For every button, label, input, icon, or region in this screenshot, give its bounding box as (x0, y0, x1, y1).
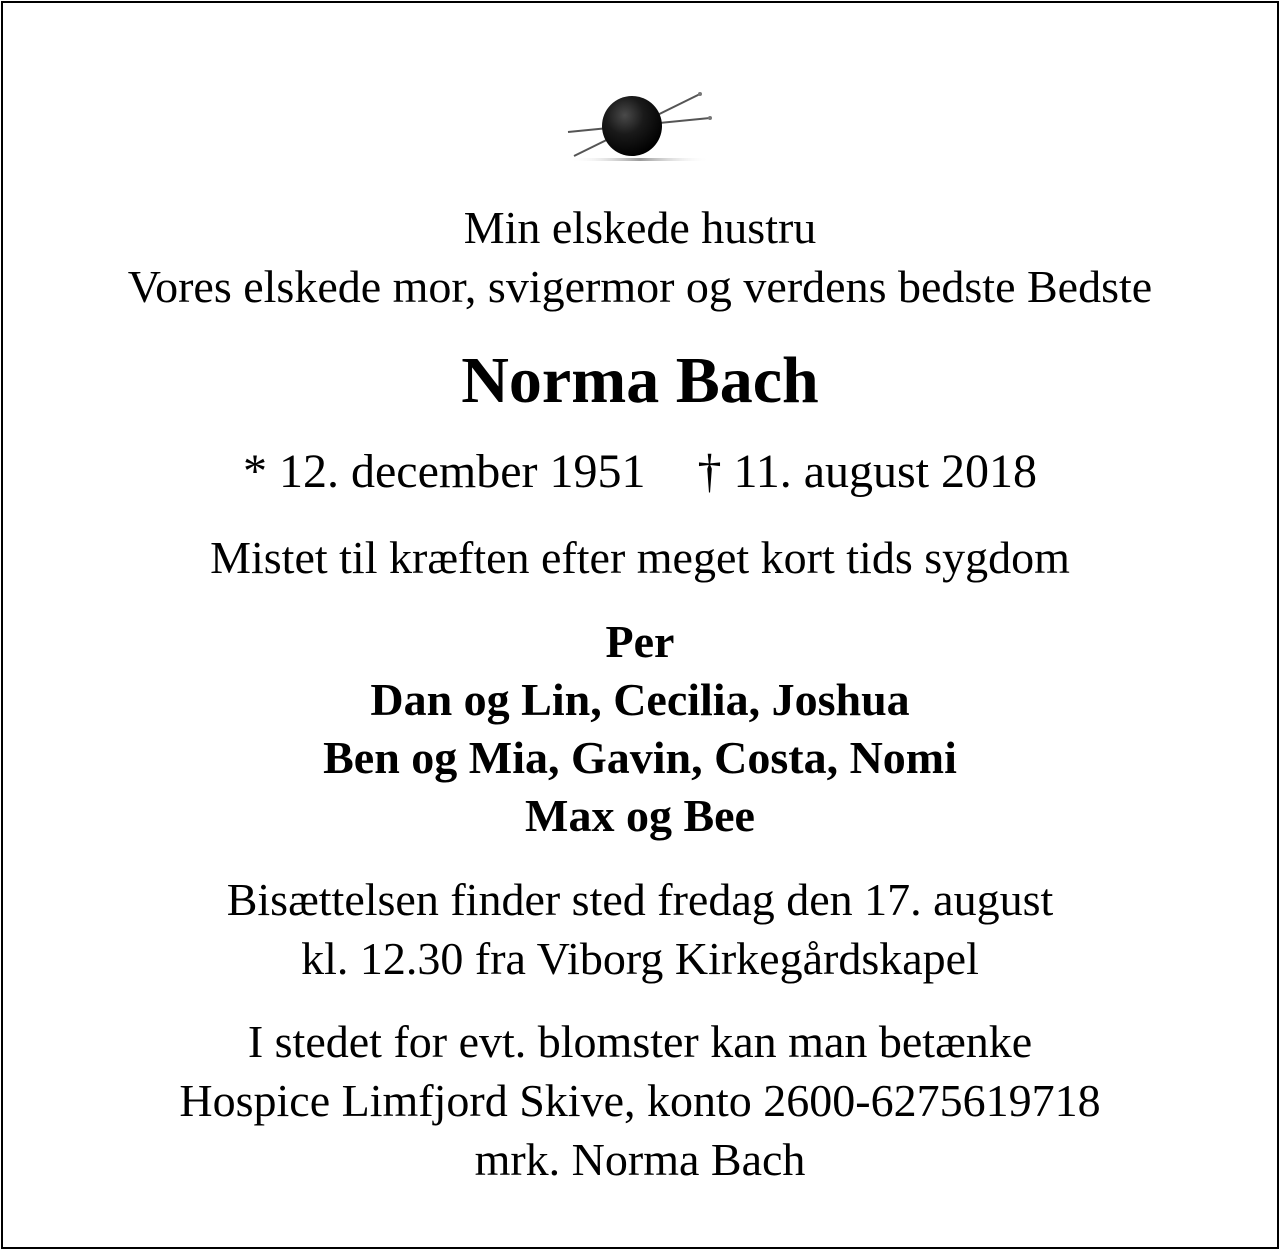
family-line-3: Ben og Mia, Gavin, Costa, Nomi (323, 732, 957, 783)
life-dates (0, 445, 1280, 498)
family-line-1: Per (605, 616, 675, 667)
funeral-line-2: kl. 12.30 fra Viborg Kirkegårdskapel (301, 933, 979, 984)
family-line-4: Max og Bee (525, 790, 755, 841)
death-date: 11. august 2018 (733, 445, 1038, 498)
intro-line-wife: Min elskede hustru (463, 202, 817, 253)
death-symbol: † (697, 445, 722, 498)
cause-line: Mistet til kræften efter meget kort tids sygdom (210, 532, 1070, 583)
donation-line-2: Hospice Limfjord Skive, konto 2600-6275619718 (179, 1075, 1101, 1126)
birth-date: 12. december 1951 (278, 445, 646, 498)
donation-line-1: I stedet for evt. blomster kan man betænke (247, 1016, 1033, 1067)
funeral-line-1: Bisættelsen finder sted fredag den 17. august (226, 874, 1054, 925)
family-line-2: Dan og Lin, Cecilia, Joshua (370, 674, 910, 725)
birth-symbol: * (242, 445, 267, 498)
deceased-name: Norma Bach (461, 344, 819, 417)
donation-line-3: mrk. Norma Bach (474, 1134, 806, 1185)
intro-line-family-relation: Vores elskede mor, svigermor og verdens bedste Bedste (127, 261, 1153, 312)
yarn-ball-with-knitting-needles-icon (560, 84, 720, 164)
